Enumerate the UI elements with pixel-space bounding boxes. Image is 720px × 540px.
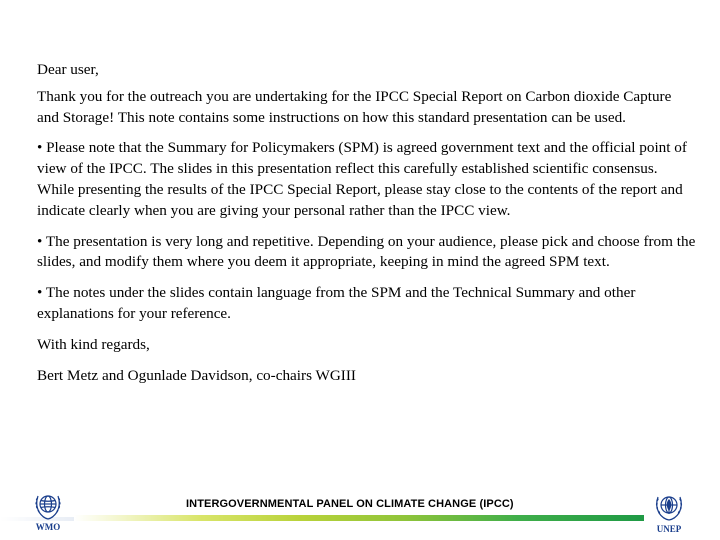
letter-greeting: Dear user,: [37, 61, 99, 78]
wmo-logo: [28, 490, 68, 538]
letter-bullet-spm: • Please note that the Summary for Policymakers (SPM) is agreed government text and the official point of view of the IPCC. The slides in this presentation reflect this carefully established scientific consensus. While presenting the results of the IPCC Special Report, please stay close to the contents of the report and indicate clearly when you are giving your personal rather than the IPCC view.: [37, 139, 687, 219]
wmo-logo-label: WMO: [35, 522, 61, 532]
footer-title: INTERGOVERNMENTAL PANEL ON CLIMATE CHANGE (IPCC): [186, 498, 514, 510]
wmo-emblem-icon: [28, 490, 68, 522]
letter-body: [37, 60, 697, 396]
slide-footer: [0, 488, 720, 540]
letter-intro: Thank you for the outreach you are undertaking for the IPCC Special Report on Carbon dioxide Capture and Storage! This note contains some instructions on how this standard presentation can be used.: [37, 87, 672, 126]
letter-bullet-length: • The presentation is very long and repetitive. Depending on your audience, please pick and choose from the slides, and modify them where you deem it appropriate, keeping in mind the agreed SPM text.: [37, 232, 696, 271]
footer-gradient-bar: [74, 515, 644, 521]
unep-logo-label: UNEP: [656, 524, 682, 534]
letter-signature: Bert Metz and Ogunlade Davidson, co-chairs WGIII: [37, 366, 356, 384]
unep-emblem-icon: [647, 490, 691, 524]
letter-closing: With kind regards,: [37, 335, 150, 353]
letter-bullet-notes: • The notes under the slides contain language from the SPM and the Technical Summary and other explanations for your reference.: [37, 284, 636, 322]
unep-logo: [647, 490, 691, 538]
